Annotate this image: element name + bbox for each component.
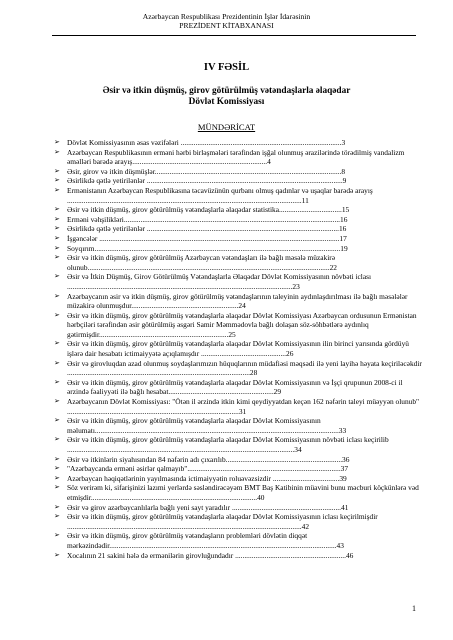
toc-entry-text: Azərbaycanın Dövlət Komissiyası: "Ötən il ərzində itkin kimi qeydiyyatdan keçən 162 nəfərin taleyi müəyyən olunub" .............................................................................................31 [67,397,420,416]
toc-entry-text: Əsir və girovluqdan azad olunmuş soydaşlarımızın hüquqlarının müdafiəsi məqsədi ilə yeni layihə həyata keçiriləcəkdir ...................................................................................................28 [67,358,422,378]
toc-entry[interactable] [54,455,422,465]
toc-entry-text: İşgəncələr ..................................................................................................................................17 [67,233,347,243]
toc-entry[interactable] [54,272,422,291]
toc-entry-text: Əsir və itkin düşmüş, girov götürülmüş vətəndaşlarla əlaqədar Dövlət Komissiyasının iclası keçirilmişdir ...............................................................................................................................42 [67,512,378,531]
arrow-bullet-icon: ➢ [54,397,60,406]
arrow-bullet-icon: ➢ [54,224,60,233]
toc-entry-text: Əsir və itkin düşmüş, girov götürülmüş vətəndaşlarla əlaqədar Dövlət Komissiyasının məlumatı....................................................................................................................................33 [67,416,347,435]
page-number: 1 [412,604,416,613]
arrow-bullet-icon: ➢ [54,416,60,425]
toc-entry-text: Əsir və itkin düşmüş, girov götürülmüş vətəndaşlarla əlaqədar Dövlət Komissiyasının və İşçi qrupunun 2008-ci il ərzində fəaliyyəti ilə bağlı hesabat.........................................................29 [67,377,403,397]
toc-heading: MÜNDƏRİCAT [197,122,256,132]
arrow-bullet-icon: ➢ [54,233,60,242]
toc-entry-text: Dövlət Komissiyasının əsas vəzifələri .......................................................................................3 [67,138,346,147]
toc-entry[interactable] [54,186,422,205]
toc-entry-text: Əsir və itkin düşmüş, girov götürülmüş vətəndaşlarla əlaqədar statistika..................................15 [67,205,350,215]
toc-entry[interactable] [54,253,422,272]
arrow-bullet-icon: ➢ [54,512,60,521]
arrow-bullet-icon: ➢ [54,483,60,492]
toc-entry[interactable] [54,464,422,474]
toc-entry[interactable] [54,474,422,484]
toc-entry[interactable] [54,339,422,358]
toc-entry[interactable] [54,138,422,148]
toc-entry-text: Azərbaycanın əsir və itkin düşmüş, girov götürülmüş vətəndaşlarının taleyinin aydınlaşdırılması ilə bağlı məsələlər müzakirə olunmuşdur..........................................................24 [67,291,408,311]
arrow-bullet-icon: ➢ [54,464,60,473]
toc-entry[interactable] [54,483,422,502]
header-institution: Azərbaycan Respublikası Prezidentinin İşlər İdarəsinin [142,12,311,21]
arrow-bullet-icon: ➢ [54,358,60,367]
toc-entry[interactable] [54,397,422,416]
toc-entry-text: Erməni vəhşilikləri.....................................................................................................................16 [67,214,348,224]
arrow-bullet-icon: ➢ [54,272,60,281]
toc-entry-text: Əsir və itkinlərin siyahısından 84 nəfərin adı çıxarılıb...............................................................36 [67,454,350,464]
toc-entry-text: Əsirlikdə qətlə yetirilənlər ........................................................................................................16 [67,224,347,234]
toc-entry[interactable] [54,359,422,378]
arrow-bullet-icon: ➢ [54,138,60,146]
arrow-bullet-icon: ➢ [54,166,60,175]
toc-entry[interactable] [54,244,422,254]
toc-entry-text: Xocalının 21 sakini hələ də ermənilərin girovluğundadır ............................................................46 [67,550,354,560]
toc-entry[interactable] [54,551,422,561]
toc-entry-text: Əsir və itkin düşmüş, girov götürülmüş vətəndaşların problemləri dövlətin diqqət mərkəzindədir...........................................................................................................................43 [67,531,344,550]
toc-entry[interactable] [54,205,422,215]
section-title-line1: Əsir və itkin düşmüş, girov götürülmüş vətəndaşlarla əlaqədar [102,86,351,96]
toc-entry-text: Söz verirəm ki, sifarişinizi lazımi yerlərdə səsləndirəcəyəm BMT Baş Katibinin müavini bunu məcburi köçkünlərə vəd etmişdir..........................................................................................40 [67,483,419,502]
arrow-bullet-icon: ➢ [54,185,60,194]
arrow-bullet-icon: ➢ [54,454,60,463]
toc-entry[interactable] [54,416,422,435]
toc-entry-text: Soyqırım.....................................................................................................................................19 [67,243,348,253]
arrow-bullet-icon: ➢ [54,377,60,386]
toc-entry-text: Əsir və itkin düşmüş, girov götürülmüş Azərbaycan vətəndaşları ilə bağlı məsələ müzakirə olunub...................................................................................................................................22 [67,253,337,272]
toc-entry[interactable] [54,176,422,186]
toc-entry[interactable] [54,234,422,244]
toc-entry[interactable] [54,292,422,311]
toc-entry-text: Azərbaycan həqiqətlərinin yayılmasında ictimaiyyətin roluəvəzsizdir ....................................39 [67,473,347,483]
toc-entry[interactable] [54,148,422,167]
toc-entry[interactable] [54,378,422,397]
arrow-bullet-icon: ➢ [54,176,60,185]
toc-entry[interactable] [54,224,422,234]
toc-entry-text: Ermənistanın Azərbaycan Respublikasına təcavüzünün qurbanı olmuş qadınlar və uşaqlar barədə arayış ...............................................................................................................................11 [67,185,373,205]
toc-entry-text: Əsir və İtkin Düşmüş, Girov Götürülmüş Vətəndaşlarla Əlaqədar Dövlət Komissiyasının növbəti iclası ..........................................................................................................................23 [67,272,372,291]
toc-entry[interactable] [54,531,422,550]
arrow-bullet-icon: ➢ [54,291,60,300]
toc-entry[interactable] [54,435,422,454]
arrow-bullet-icon: ➢ [54,502,60,511]
toc-entry[interactable] [54,311,422,340]
header-library: PREZİDENT KİTABXANASI [179,21,274,30]
arrow-bullet-icon: ➢ [54,310,60,319]
table-of-contents [54,138,422,560]
arrow-bullet-icon: ➢ [54,435,60,444]
section-title-line2: Dövlət Komissiyası [188,97,265,107]
toc-entry-text: Əsir və itkin düşmüş, girov götürülmüş vətəndaşlarla əlaqədar Dövlət Komissiyasının ilin birinci yarısında gördüyü işlərə dair hesabatı ictimaiyyətə açıqlamışdır ..............................................26 [67,339,409,359]
arrow-bullet-icon: ➢ [54,214,60,223]
toc-entry[interactable] [54,503,422,513]
toc-entry[interactable] [54,215,422,225]
toc-entry-text: Əsir və girov azərbaycanlılarla bağlı yeni sayt yaradılır ...........................................................41 [67,502,349,512]
arrow-bullet-icon: ➢ [54,531,60,540]
arrow-bullet-icon: ➢ [54,473,60,482]
toc-entry-text: Əsir, girov və itkin düşmüşlər.....................................................................................................8 [67,166,346,176]
toc-entry-text: "Azərbaycanda erməni əsirlər qalmayıb"...................................................................................37 [67,464,349,474]
arrow-bullet-icon: ➢ [54,205,60,214]
arrow-bullet-icon: ➢ [54,147,60,156]
toc-entry-text: Əsir və itkin düşmüş, girov götürülmüş vətəndaşlarla əlaqədar Dövlət Komissiyası Azərbaycan ordusunun Ermənistan hərbçiləri tərəfindən əsir götürülmüş əsgəri Samir Məmmədovla bağlı dolaşan söz-söhbətlərə aydınlıq gətirmişdir......................................................................25 [67,310,417,339]
arrow-bullet-icon: ➢ [54,339,60,348]
toc-entry[interactable] [54,512,422,531]
toc-entry[interactable] [54,167,422,177]
arrow-bullet-icon: ➢ [54,243,60,252]
toc-entry-text: Əsirlikdə qətlə yetirilənlər ..........................................................................................................9 [67,176,347,186]
chapter-title: IV FƏSİL [203,62,250,73]
toc-entry-text: Əsir və itkin düşmüş, girov götürülmüş vətəndaşlarla əlaqədar Dövlət Komissiyasının növbəti iclası keçirilib ...........................................................................................................................34 [67,435,389,454]
toc-entry-text: Azərbaycan Respublikasının erməni hərbi birləşmələri tərəfindən işğal olunmuş ərazilərində törədilmiş vandalizm əməlləri barədə arayış.........................................................................4 [67,147,405,167]
header-divider [52,35,416,36]
arrow-bullet-icon: ➢ [54,550,60,559]
arrow-bullet-icon: ➢ [54,253,60,262]
